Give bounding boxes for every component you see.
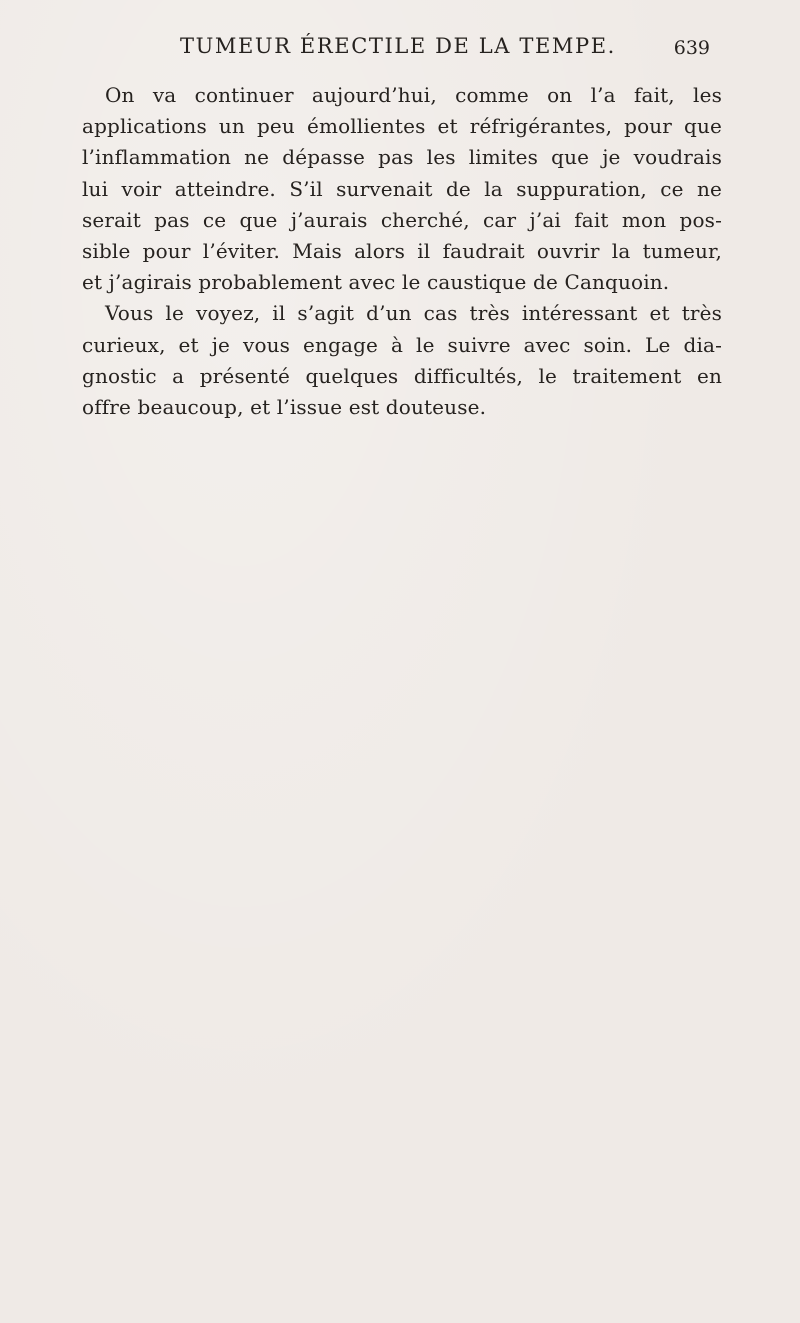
page-header — [82, 34, 710, 68]
text-line: sible pour l’éviter. Mais alors il faudrait ouvrir la tumeur, — [82, 238, 722, 263]
paragraph-1 — [82, 80, 722, 298]
page-number: 639 — [673, 37, 710, 59]
text-line: gnostic a présenté quelques difficultés, le traitement en — [82, 363, 722, 388]
paragraph-2 — [82, 298, 722, 423]
text-line: et j’agirais probablement avec le caustique de Canquoin. — [82, 270, 670, 295]
text-line: offre beaucoup, et l’issue est douteuse. — [82, 394, 487, 419]
text-line: serait pas ce que j’aurais cherché, car j’ai fait mon pos- — [82, 207, 722, 232]
text-line: Vous le voyez, il s’agit d’un cas très intéressant et très — [105, 301, 722, 326]
text-line: l’inflammation ne dépasse pas les limites que je voudrais — [82, 145, 722, 170]
text-line: lui voir atteindre. S’il survenait de la suppuration, ce ne — [82, 176, 722, 201]
text-line: On va continuer aujourd’hui, comme on l’a fait, les — [105, 83, 722, 107]
text-line: applications un peu émollientes et réfrigérantes, pour que — [82, 114, 722, 139]
body-text — [82, 80, 722, 423]
running-title: TUMEUR ÉRECTILE DE LA TEMPE. — [180, 34, 616, 58]
text-line: curieux, et je vous engage à le suivre avec soin. Le dia- — [82, 332, 722, 357]
